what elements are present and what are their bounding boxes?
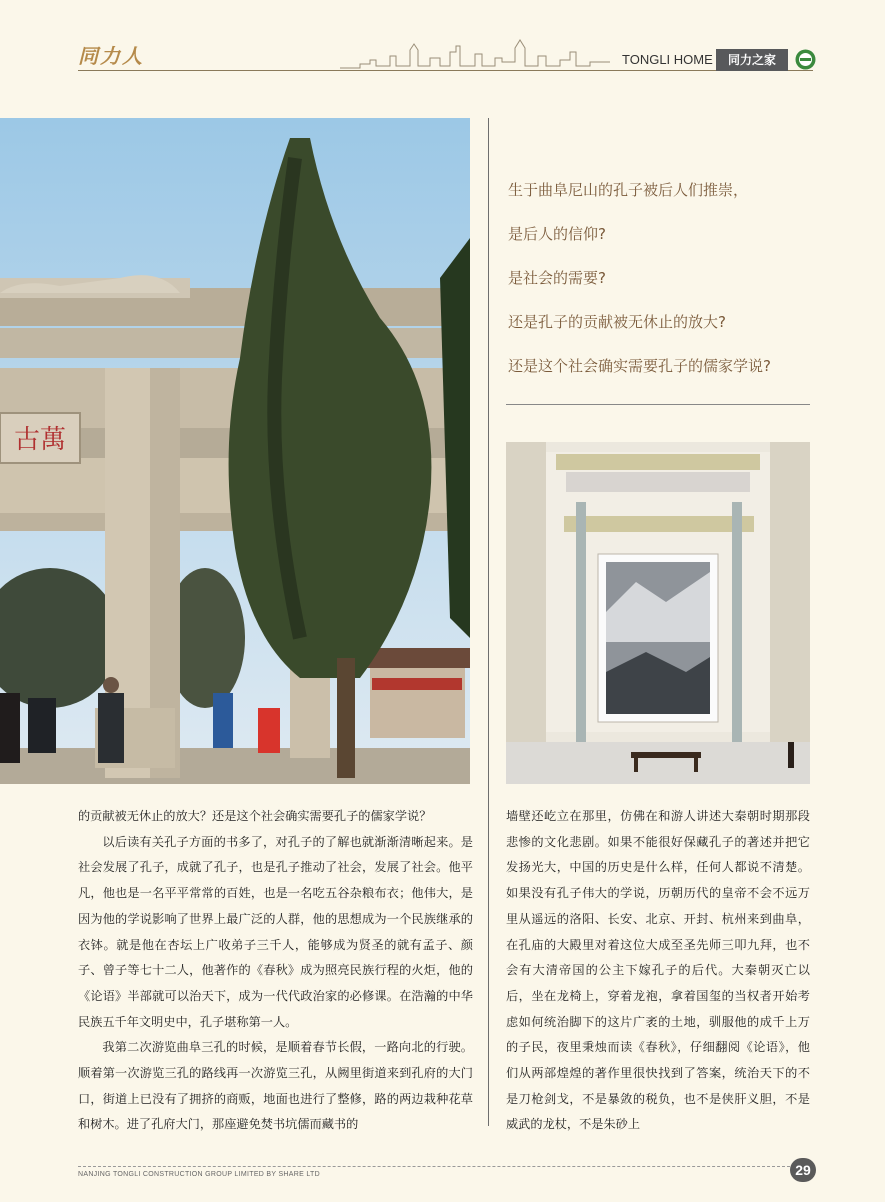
- pull-quote: [508, 178, 808, 398]
- article-paragraph: 的贡献被无休止的放大？还是这个社会确实需要孔子的儒家学说？: [78, 809, 432, 823]
- quote-line: 是社会的需要?: [508, 269, 606, 287]
- article-column-left: [78, 804, 473, 1138]
- footer-company: NANJING TONGLI CONSTRUCTION GROUP LIMITED BY SHARE LTD: [78, 1171, 320, 1178]
- quote-line: 是后人的信仰?: [508, 225, 606, 243]
- quote-line: 生于曲阜尼山的孔子被后人们推崇，: [508, 181, 749, 199]
- quote-line: 还是这个社会确实需要孔子的儒家学说?: [508, 357, 771, 375]
- footer-rule: [78, 1166, 790, 1167]
- quote-line: 还是孔子的贡献被无休止的放大?: [508, 313, 726, 331]
- article-paragraph: 墙壁还屹立在那里，仿佛在和游人讲述大秦朝时期那段悲惨的文化悲剧。如果不能很好保藏孔子的著述并把它发扬光大，中国的历史是什么样，任何人都说不清楚。如果没有孔子伟大的学说，历朝历代的皇帝不会不远万里从遥远的洛阳、长安、北京、开封、杭州来到曲阜，在孔庙的大殿里对着这位大成至圣先师三叩九拜，也不会有大清帝国的公主下嫁孔子的后代。大秦朝灭亡以后，坐在龙椅上，穿着龙袍，拿着国玺的当权者开始考虑如何统治脚下的这片广袤的土地，驯服他的成千上万的子民，夜里秉烛而读《春秋》，仔细翻阅《论语》，他们从两部煌煌的著作里很快找到了答案，统治天下的不是刀枪剑戈，不是暴敛的税负，也不是侠肝义胆，不是威武的龙杖，不是朱砂上: [506, 809, 810, 1132]
- article-column-right: [506, 804, 810, 1138]
- section-title-en: TONGLI HOME: [622, 52, 713, 67]
- hall-interior-photo: [506, 442, 810, 784]
- quote-rule: [506, 404, 810, 405]
- archway-cypress-photo: [0, 118, 470, 784]
- city-skyline-graphic: [340, 38, 610, 71]
- article-paragraph: 我第二次游览曲阜三孔的时候，是顺着春节长假，一路向北的行驶。顺着第一次游览三孔的路线再一次游览三孔，从阙里街道来到孔府的大门口，街道上已没有了拥挤的商贩，地面也进行了整修，路的两边栽种花草和树木。进了孔府大门，那座避免焚书坑儒而藏书的: [78, 1040, 473, 1132]
- page-number: 29: [790, 1158, 816, 1182]
- header-rule: [78, 70, 813, 71]
- article-paragraph: 以后读有关孔子方面的书多了，对孔子的了解也就渐渐清晰起来。是社会发展了孔子，成就了孔子，也是孔子推动了社会，发展了社会。他平凡，他也是一名平平常常的百姓，也是一名吃五谷杂粮布衣；他伟大，是因为他的学说影响了世界上最广泛的人群，他的思想成为一个民族继承的衣钵。就是他在杏坛上广收弟子三千人，能够成为贤圣的就有孟子、颜子、曾子等七十二人，他著作的《春秋》成为照亮民族行程的火炬，他的《论语》半部就可以治天下，成为一代代政治家的必修课。在浩瀚的中华民族五千年文明史中，孔子堪称第一人。: [78, 834, 473, 1029]
- magazine-logo: 同力人: [78, 44, 144, 68]
- column-divider: [488, 118, 489, 1126]
- section-title-badge: 同力之家: [716, 49, 788, 71]
- company-logo-icon: [795, 49, 816, 70]
- archway-sign-text: 古萬: [13, 425, 67, 455]
